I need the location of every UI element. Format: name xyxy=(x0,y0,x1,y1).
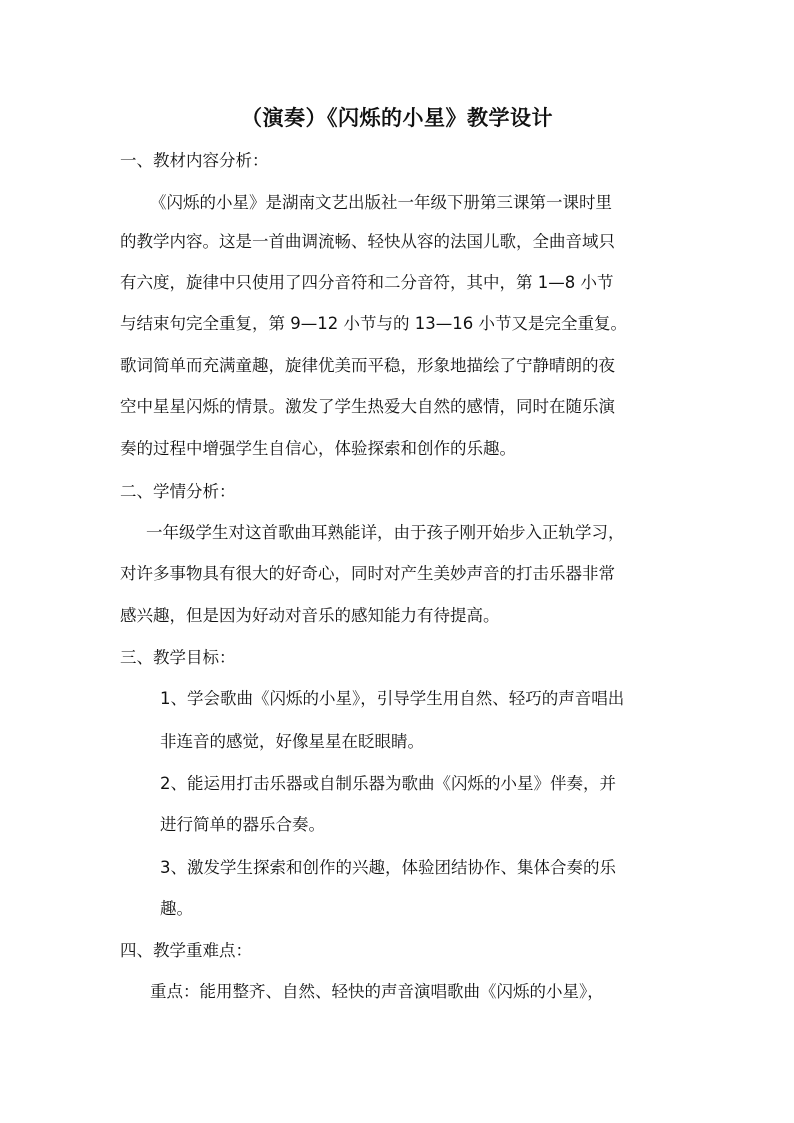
objective-item-3: 3、激发学生探索和创作的兴趣，体验团结协作、集体合奏的乐 xyxy=(160,858,616,877)
paragraph-line: 一年级学生对这首歌曲耳熟能详，由于孩子刚开始步入正轨学习， xyxy=(146,523,625,542)
paragraph-line: 有六度，旋律中只使用了四分音符和二分音符，其中，第 1—8 小节 xyxy=(120,273,614,292)
section-heading-4: 四、教学重难点： xyxy=(120,941,252,960)
paragraph-line: 重点：能用整齐、自然、轻快的声音演唱歌曲《闪烁的小星》， xyxy=(150,982,604,1001)
paragraph-line: 歌词简单而充满童趣，旋律优美而平稳，形象地描绘了宁静晴朗的夜 xyxy=(120,356,615,375)
paragraph-line: 与结束句完全重复，第 9—12 小节与的 13—16 小节又是完全重复。 xyxy=(120,314,627,333)
paragraph-line: 的教学内容。这是一首曲调流畅、轻快从容的法国儿歌，全曲音域只 xyxy=(120,232,615,251)
objective-item-2-continued: 进行简单的器乐合奏。 xyxy=(160,815,325,834)
objective-item-1-continued: 非连音的感觉，好像星星在眨眼睛。 xyxy=(160,732,424,751)
paragraph-line: 《闪烁的小星》是湖南文艺出版社一年级下册第三课第一课时里 xyxy=(150,193,612,212)
paragraph-line: 对许多事物具有很大的好奇心，同时对产生美妙声音的打击乐器非常 xyxy=(120,564,615,583)
document-title: （演奏）《闪烁的小星》教学设计 xyxy=(241,106,553,130)
paragraph-line: 空中星星闪烁的情景。激发了学生热爱大自然的感情，同时在随乐演 xyxy=(120,397,615,416)
objective-item-1: 1、学会歌曲《闪烁的小星》，引导学生用自然、轻巧的声音唱出 xyxy=(160,689,625,708)
paragraph-line: 感兴趣，但是因为好动对音乐的感知能力有待提高。 xyxy=(120,606,500,625)
objective-item-2: 2、能运用打击乐器或自制乐器为歌曲《闪烁的小星》伴奏，并 xyxy=(160,774,616,793)
objective-item-3-continued: 趣。 xyxy=(160,899,193,918)
section-heading-2: 二、学情分析： xyxy=(120,482,236,501)
paragraph-line: 奏的过程中增强学生自信心，体验探索和创作的乐趣。 xyxy=(120,439,516,458)
section-heading-1: 一、教材内容分析： xyxy=(120,151,269,170)
section-heading-3: 三、教学目标： xyxy=(120,648,236,667)
